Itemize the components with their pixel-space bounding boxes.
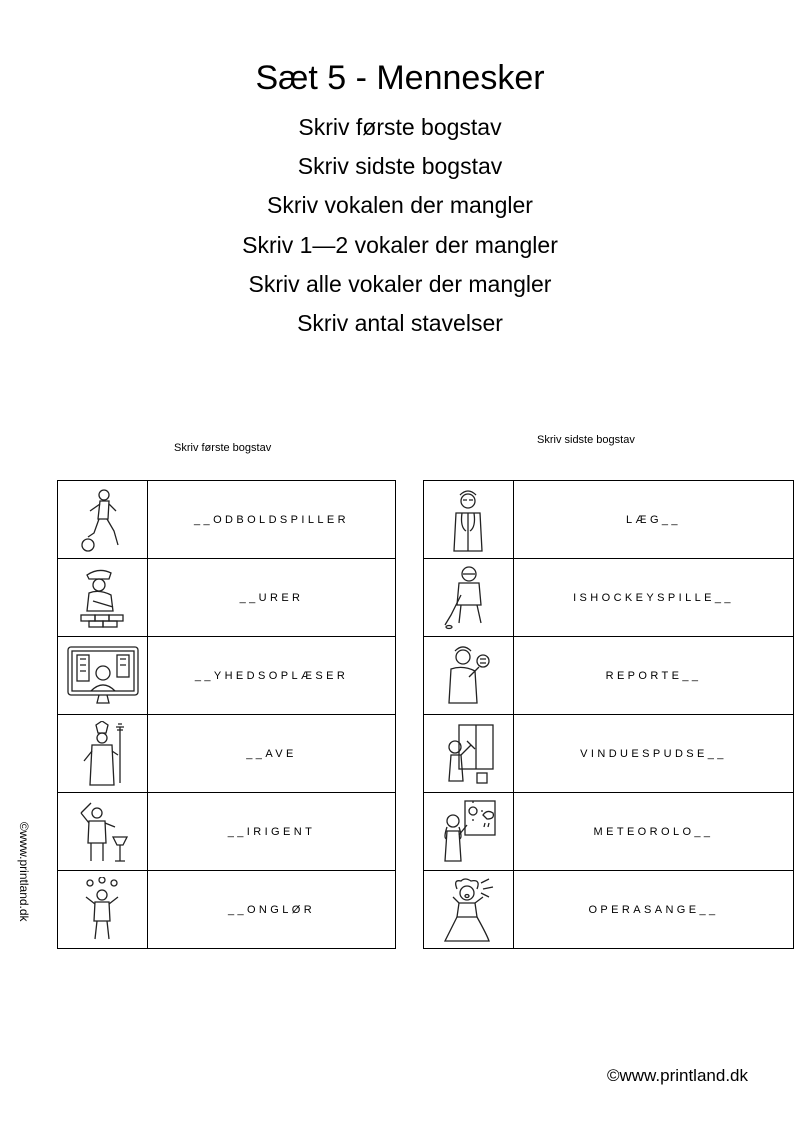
word-cell: VINDUESPUDSE__	[514, 715, 794, 793]
picture-cell	[58, 871, 148, 949]
instruction-item: Skriv sidste bogstav	[297, 153, 503, 180]
word-cell: REPORTE__	[514, 637, 794, 715]
table-row	[424, 871, 794, 949]
instruction-item: Skriv alle vokaler der mangler	[248, 270, 552, 297]
opera-singer-icon	[424, 877, 513, 943]
picture-cell	[58, 793, 148, 871]
table-row	[424, 793, 794, 871]
table-row	[58, 637, 396, 715]
page-title: Sæt 5 - Mennesker	[255, 59, 545, 97]
word-cell: OPERASANGE__	[514, 871, 794, 949]
conductor-icon	[58, 799, 147, 865]
word-cell: __AVE	[148, 715, 396, 793]
pope-icon	[58, 721, 147, 787]
window-cleaner-icon	[424, 721, 513, 787]
picture-cell	[58, 481, 148, 559]
table-row	[58, 871, 396, 949]
word-cell: METEOROLO__	[514, 793, 794, 871]
picture-cell	[424, 793, 514, 871]
word-cell: __YHEDSOPLÆSER	[148, 637, 396, 715]
doctor-icon	[424, 487, 513, 553]
picture-cell	[58, 715, 148, 793]
instruction-item: Skriv vokalen der mangler	[267, 192, 533, 219]
left-table-caption: Skriv første bogstav	[174, 442, 272, 454]
table-row	[58, 715, 396, 793]
table-row	[424, 715, 794, 793]
meteorologist-icon	[424, 799, 513, 865]
hockey-player-icon	[424, 565, 513, 631]
news-reader-icon	[58, 643, 147, 709]
picture-cell	[424, 715, 514, 793]
juggler-icon	[58, 877, 147, 943]
table-row	[58, 793, 396, 871]
word-cell: ISHOCKEYSPILLE__	[514, 559, 794, 637]
picture-cell	[424, 637, 514, 715]
picture-cell	[424, 559, 514, 637]
table-row	[424, 481, 794, 559]
table-row	[58, 559, 396, 637]
word-cell: LÆG__	[514, 481, 794, 559]
left-word-table	[57, 480, 396, 949]
instruction-item: Skriv første bogstav	[298, 114, 502, 140]
table-row	[424, 559, 794, 637]
instruction-item: Skriv antal stavelser	[297, 309, 503, 336]
instruction-item: Skriv 1—2 vokaler der mangler	[242, 231, 558, 258]
table-row	[424, 637, 794, 715]
right-word-table	[423, 480, 794, 949]
reporter-icon	[424, 643, 513, 709]
picture-cell	[424, 481, 514, 559]
footer-copyright: ©www.printland.dk	[606, 1066, 748, 1085]
word-cell: __IRIGENT	[148, 793, 396, 871]
word-cell: __ONGLØR	[148, 871, 396, 949]
side-watermark: ©www.printland.dk	[17, 822, 31, 922]
soccer-player-icon	[58, 487, 147, 553]
picture-cell	[424, 871, 514, 949]
word-cell: __ODBOLDSPILLER	[148, 481, 396, 559]
picture-cell	[58, 637, 148, 715]
table-row	[58, 481, 396, 559]
right-table-caption: Skriv sidste bogstav	[537, 434, 635, 446]
picture-cell	[58, 559, 148, 637]
instruction-list	[0, 108, 800, 343]
word-cell: __URER	[148, 559, 396, 637]
bricklayer-icon	[58, 565, 147, 631]
